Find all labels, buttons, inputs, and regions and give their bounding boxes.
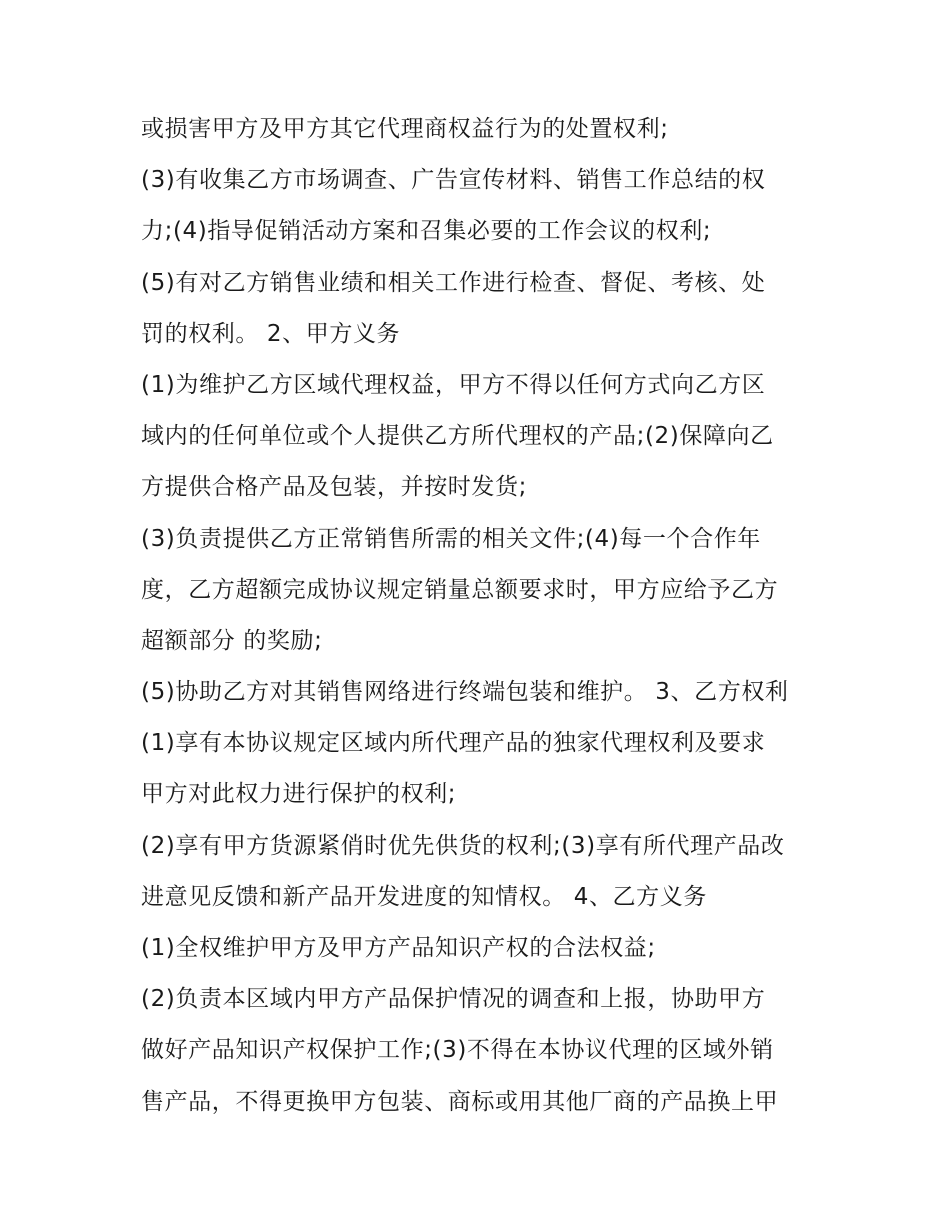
text-line: 进意见反馈和新产品开发进度的知情权。 4、乙方义务 xyxy=(141,883,707,910)
text-line: 度，乙方超额完成协议规定销量总额要求时，甲方应给予乙方 xyxy=(141,576,779,603)
text-line: 域内的任何单位或个人提供乙方所代理权的产品;(2)保障向乙 xyxy=(141,423,774,450)
text-line: 售产品，不得更换甲方包装、商标或用其他厂商的产品换上甲 xyxy=(141,1088,779,1115)
text-line: 罚的权利。 2、甲方义务 xyxy=(141,320,401,347)
text-line: (2)享有甲方货源紧俏时优先供货的权利;(3)享有所代理产品改 xyxy=(141,832,785,859)
text-line: 方提供合格产品及包装，并按时发货; xyxy=(141,474,527,501)
text-line: (5)有对乙方销售业绩和相关工作进行检查、督促、考核、处 xyxy=(141,269,766,296)
text-line: (2)负责本区域内甲方产品保护情况的调查和上报，协助甲方 xyxy=(141,986,766,1013)
text-line: (1)享有本协议规定区域内所代理产品的独家代理权利及要求 xyxy=(141,730,766,757)
text-line: 或损害甲方及甲方其它代理商权益行为的处置权利; xyxy=(141,116,669,142)
text-line: (3)负责提供乙方正常销售所需的相关文件;(4)每一个合作年 xyxy=(141,525,761,552)
text-line: 做好产品知识产权保护工作;(3)不得在本协议代理的区域外销 xyxy=(141,1037,774,1064)
text-line: (1)为维护乙方区域代理权益，甲方不得以任何方式向乙方区 xyxy=(141,371,766,398)
document-body xyxy=(141,104,821,1128)
text-line: 超额部分 的奖励; xyxy=(141,627,323,654)
text-line: (1)全权维护甲方及甲方产品知识产权的合法权益; xyxy=(141,935,656,961)
text-line: 甲方对此权力进行保护的权利; xyxy=(141,781,457,808)
text-line: (3)有收集乙方市场调查、广告宣传材料、销售工作总结的权 xyxy=(141,167,766,194)
text-line: (5)协助乙方对其销售网络进行终端包装和维护。 3、乙方权利 xyxy=(141,679,789,706)
text-line: 力;(4)指导促销活动方案和召集必要的工作会议的权利; xyxy=(141,218,712,245)
